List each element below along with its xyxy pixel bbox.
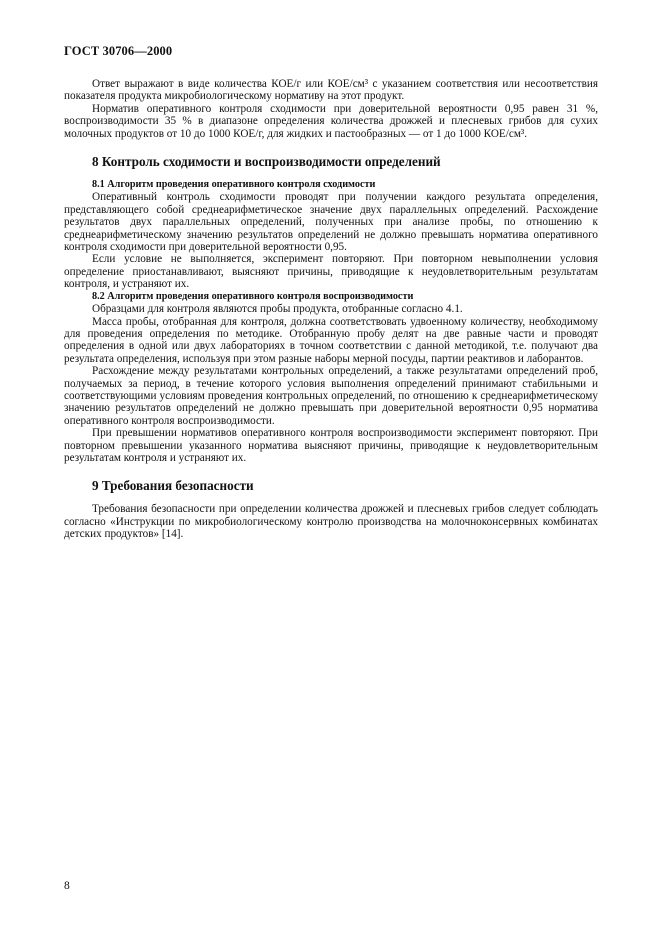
subsection-8-2-paragraph-2: Масса пробы, отобранная для контроля, должна соответствовать удвоенному количеству, необходимому для проведения определения по методике. Отобранную пробу делят на две равные части и проводят определения в одной или двух лабораториях в точном соответствии с данной методикой, т.е. получают два результата определения, используя при этом разные наборы мерной посуды, партии реактивов и лаборантов. [64,315,598,365]
subsection-8-2-paragraph-4: При превышении нормативов оперативного контроля воспроизводимости эксперимент повторяют. При повторном превышении указанного норматива выясняют причины, приводящие к неудовлетворительным результатам контроля и устраняют их. [64,427,598,464]
page-number: 8 [64,880,70,892]
subsection-8-1-paragraph-1: Оперативный контроль сходимости проводят при получении каждого результата определения, представляющего собой среднеарифметическое значение двух параллельных определений. Расхождение результатов двух параллельных определений, полученных при анализе пробы, по отношению к среднеарифметическому значению результатов определений не должно превышать норматива оперативного контроля сходимости при доверительной вероятности 0,95. [64,191,598,254]
subsection-8-2-paragraph-1: Образцами для контроля являются пробы продукта, отобранные согласно 4.1. [92,303,463,316]
section-8-heading: 8 Контроль сходимости и воспроизводимости определений [92,154,441,170]
subsection-8-2-heading: 8.2 Алгоритм проведения оперативного контроля воспроизводимости [92,290,414,302]
subsection-8-1-paragraph-2: Если условие не выполняется, эксперимент повторяют. При повторном невыполнении условия определение приостанавливают, выясняют причины, приводящие к неудовлетворительным результатам контроля, и устраняют их. [64,253,598,291]
control-norm-paragraph: Норматив оперативного контроля сходимости при доверительной вероятности 0,95 равен 31 %, воспроизводимости 35 % в диапазоне определения количества дрожжей и плесневых грибов для сухих молочных продуктов от 10 до 1000 КОЕ/г, для жидких и пастообразных — от 1 до 1000 КОЕ/см³. [64,102,598,140]
intro-block [64,78,598,140]
page-content [64,78,598,541]
section-9-paragraph: Требования безопасности при определении количества дрожжей и плесневых грибов следует соблюдать согласно «Инструкции по микробиологическому контролю производства на молочноконсервных комбинатах детских продуктов» [14]. [64,503,598,541]
section-8 [64,154,598,464]
subsection-8-1-heading: 8.1 Алгоритм проведения оперативного контроля сходимости [92,179,376,191]
section-9-heading: 9 Требования безопасности [92,478,254,494]
document-code-header: ГОСТ 30706—2000 [64,44,173,58]
subsection-8-2-paragraph-3: Расхождение между результатами контрольных определений, а также результатами определений проб, получаемых за период, в течение которого условия выполнения определений принимают стабильными и соответствующими условиям проведения контрольных определений, по отношению к среднеарифметическому значению результатов определений не должно превышать при доверительной вероятности 0,95 норматива оперативного контроля воспроизводимости. [64,365,598,427]
answer-format-paragraph: Ответ выражают в виде количества КОЕ/г или КОЕ/см³ с указанием соответствия или несоответствия показателя продукта микробиологическому нормативу на этот продукт. [64,78,598,103]
section-9 [64,478,598,540]
